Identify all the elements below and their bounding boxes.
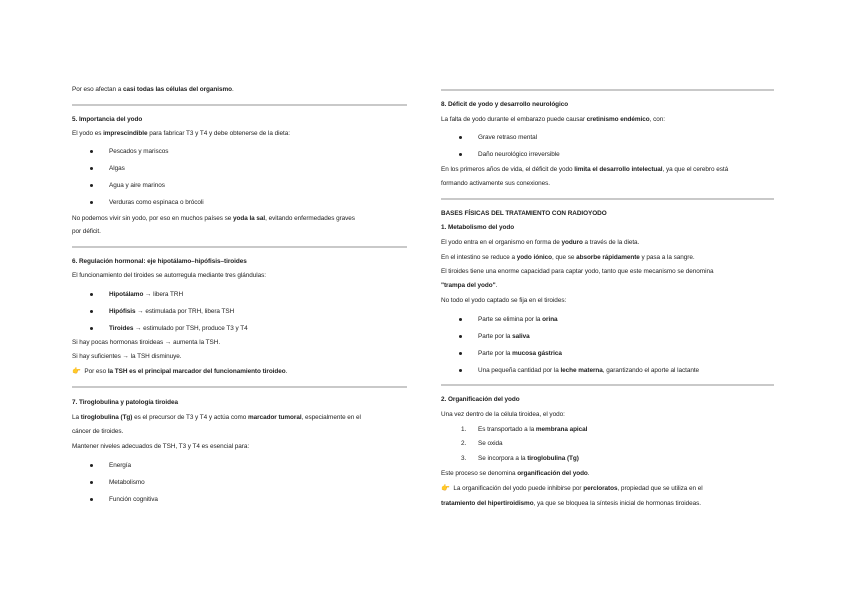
list-item: Parte se elimina por la orina [478, 316, 558, 323]
list-item: Una pequeña cantidad por la leche materna, garantizando el aporte al lactante [478, 367, 700, 374]
section-5-paragraph: El yodo es imprescindible para fabricar T3 y T4 y debe obtenerse de la dieta: [72, 130, 290, 137]
section-divider [441, 89, 774, 91]
list-item: Pescados y mariscos [109, 148, 169, 155]
bullet-icon [459, 318, 462, 321]
bullet-icon [459, 153, 462, 156]
bullet-icon [90, 150, 93, 153]
bases-paragraph: No todo el yodo captado se fija en el tiroides: [441, 297, 567, 304]
bullet-icon [90, 327, 93, 330]
section-2-note: 👉 La organificación del yodo puede inhibirse por percloratos, propiedad que se utiliza en el [441, 485, 703, 492]
bullet-icon [459, 352, 462, 355]
section-6-title: 6. Regulación hormonal: eje hipotálamo–hipófisis–tiroides [72, 258, 247, 265]
bullet-icon [459, 136, 462, 139]
bases-subtitle: 1. Metabolismo del yodo [441, 224, 515, 231]
section-8-title: 8. Déficit de yodo y desarrollo neurológico [441, 101, 569, 108]
bullet-icon [90, 498, 93, 501]
list-item: Tiroides → estimulado por TSH, produce T3 y T4 [109, 325, 248, 332]
section-6-line: Si hay suficientes → la TSH disminuye. [72, 353, 182, 360]
list-item: Función cognitiva [109, 496, 158, 503]
bullet-icon [90, 481, 93, 484]
section-7-paragraph-cont: cáncer de tiroides. [72, 428, 124, 435]
section-6-note: 👉 Por eso la TSH es el principal marcador del funcionamiento tiroideo. [72, 368, 288, 375]
bullet-icon [459, 369, 462, 372]
bases-title: BASES FÍSICAS DEL TRATAMIENTO CON RADIOYODO [441, 210, 607, 217]
section-5-paragraph-2-cont: por déficit. [72, 228, 101, 235]
section-2-note-cont: tratamiento del hipertiroidismo, ya que se bloquea la síntesis inicial de hormonas tiroideas. [441, 500, 701, 507]
section-2-paragraph: Una vez dentro de la célula tiroidea, el yodo: [441, 411, 565, 418]
intro-line: Por eso afectan a casi todas las células del organismo. [72, 86, 234, 93]
section-2-paragraph-2: Este proceso se denomina organificación del yodo. [441, 470, 590, 477]
list-item: Se incorpora a la tiroglobulina (Tg) [478, 455, 579, 462]
bases-paragraph: En el intestino se reduce a yodo iónico, que se absorbe rápidamente y pasa a la sangre. [441, 254, 695, 261]
list-item: Hipófisis → estimulada por TRH, libera TSH [109, 308, 235, 315]
bullet-icon [459, 335, 462, 338]
section-5-paragraph-2: No podemos vivir sin yodo, por eso en muchos países se yoda la sal, evitando enfermedades graves [72, 215, 355, 222]
list-number: 2. [461, 440, 467, 447]
list-item: Hipotálamo → libera TRH [109, 291, 184, 298]
list-item: Energía [109, 462, 132, 469]
bases-paragraph: El yodo entra en el organismo en forma de yoduro a través de la dieta. [441, 239, 640, 246]
section-7-title: 7. Tiroglobulina y patología tiroidea [72, 399, 178, 406]
section-divider [441, 384, 774, 386]
pointing-hand-icon: 👉 [72, 368, 81, 375]
list-item: Metabolismo [109, 479, 145, 486]
section-divider [72, 104, 407, 106]
bases-paragraph-cont: "trampa del yodo". [441, 282, 498, 289]
bullet-icon [90, 184, 93, 187]
section-8-paragraph-2: En los primeros años de vida, el déficit de yodo limita el desarrollo intelectual, ya que el cerebro está [441, 166, 729, 173]
list-item: Verduras como espinaca o brócoli [109, 199, 204, 206]
bases-paragraph: El tiroides tiene una enorme capacidad para captar yodo, tanto que este mecanismo se denomina [441, 268, 714, 275]
section-divider [72, 246, 407, 248]
section-divider [72, 386, 407, 388]
list-item: Es transportado a la membrana apical [478, 426, 588, 433]
list-item: Algas [109, 165, 125, 172]
bullet-icon [90, 310, 93, 313]
list-item: Agua y aire marinos [109, 182, 165, 189]
section-7-paragraph-2: Mantener niveles adecuados de TSH, T3 y T4 es esencial para: [72, 443, 250, 450]
bullet-icon [90, 167, 93, 170]
bullet-icon [90, 201, 93, 204]
section-5-title: 5. Importancia del yodo [72, 116, 143, 123]
section-2-title: 2. Organificación del yodo [441, 396, 520, 403]
list-item: Parte por la saliva [478, 333, 530, 340]
section-8-paragraph: La falta de yodo durante el embarazo puede causar cretinismo endémico, con: [441, 116, 665, 123]
section-7-paragraph: La tiroglobulina (Tg) es el precursor de T3 y T4 y actúa como marcador tumoral, especialmente en el [72, 414, 361, 421]
bullet-icon [90, 293, 93, 296]
list-item: Grave retraso mental [478, 134, 538, 141]
list-item: Se oxida [478, 440, 503, 447]
section-6-paragraph: El funcionamiento del tiroides se autorregula mediante tres glándulas: [72, 272, 267, 279]
list-number: 3. [461, 455, 467, 462]
list-item: Daño neurológico irreversible [478, 151, 560, 158]
list-item: Parte por la mucosa gástrica [478, 350, 562, 357]
section-6-line: Si hay pocas hormonas tiroideas → aumenta la TSH. [72, 339, 221, 346]
section-8-paragraph-2-cont: formando activamente sus conexiones. [441, 180, 551, 187]
pointing-hand-icon: 👉 [441, 485, 450, 492]
bullet-icon [90, 464, 93, 467]
list-number: 1. [461, 426, 467, 433]
section-divider [441, 198, 774, 200]
